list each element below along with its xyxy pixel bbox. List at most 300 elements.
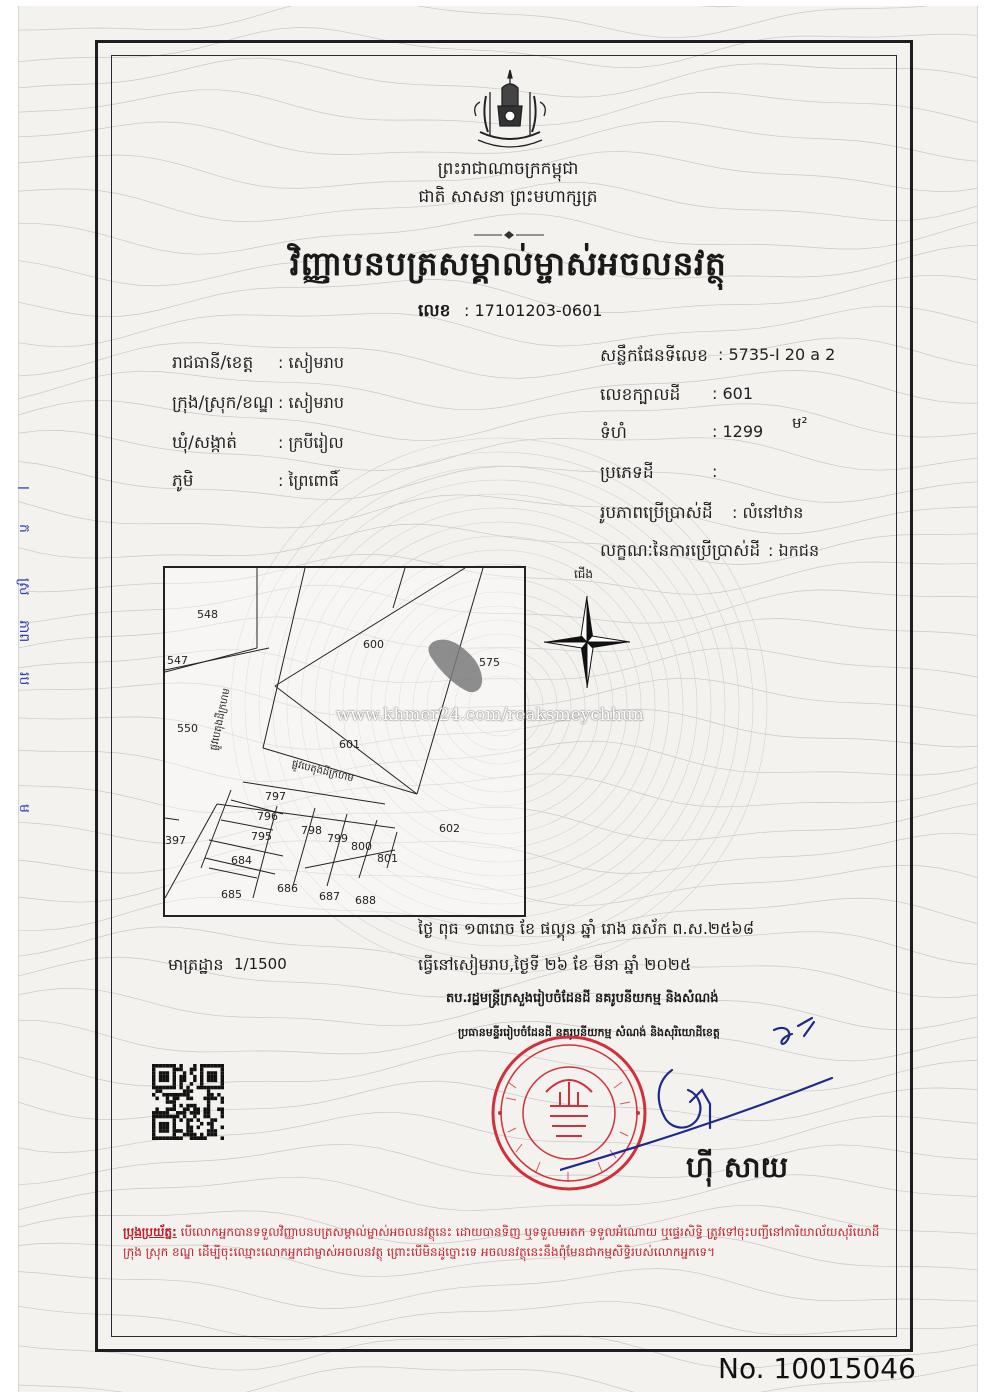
plot-label: 602 bbox=[439, 822, 460, 835]
watermark-url: www.khmer24.com/reaksmeychhun bbox=[336, 705, 644, 725]
land-type-label: ប្រភេទដី bbox=[600, 463, 654, 483]
usage-type-value: : ឯកជន bbox=[768, 541, 820, 560]
qr-module bbox=[207, 1064, 210, 1068]
plot-label: 687 bbox=[319, 890, 340, 903]
qr-module bbox=[200, 1133, 203, 1137]
qr-module bbox=[200, 1122, 203, 1126]
qr-module bbox=[207, 1104, 210, 1108]
signer-name: ហ៊ី សាយ bbox=[686, 1150, 789, 1184]
plot-label: 684 bbox=[231, 854, 252, 867]
qr-module bbox=[190, 1089, 193, 1093]
qr-module bbox=[179, 1078, 182, 1082]
qr-module bbox=[193, 1136, 196, 1140]
qr-module bbox=[190, 1082, 193, 1086]
qr-module bbox=[186, 1118, 189, 1122]
qr-module bbox=[210, 1126, 213, 1130]
qr-module bbox=[210, 1078, 213, 1082]
qr-module bbox=[159, 1115, 162, 1119]
qr-module bbox=[173, 1075, 176, 1079]
qr-module bbox=[155, 1089, 158, 1093]
plot-label: 548 bbox=[197, 608, 218, 621]
side-mark: ស្រ bbox=[16, 578, 32, 596]
plot-label: 686 bbox=[277, 882, 298, 895]
qr-module bbox=[162, 1064, 165, 1068]
warning-heading: ប្រុងប្រយ័ត្ន: bbox=[123, 1225, 177, 1239]
qr-module bbox=[197, 1107, 200, 1111]
qr-module bbox=[217, 1086, 220, 1090]
qr-module bbox=[207, 1093, 210, 1097]
usage-type-label: លក្ខណៈនៃការប្រើប្រាស់ដី bbox=[600, 541, 761, 561]
commune-value: : ក្របីរៀល bbox=[278, 433, 344, 452]
qr-module bbox=[162, 1126, 165, 1130]
qr-module bbox=[210, 1122, 213, 1126]
qr-module bbox=[221, 1071, 224, 1075]
serial-number: No. 10015046 bbox=[718, 1352, 916, 1385]
qr-module bbox=[169, 1093, 172, 1097]
province-value: : សៀមរាប bbox=[278, 353, 345, 372]
plot-label: 600 bbox=[363, 638, 384, 651]
qr-module bbox=[166, 1129, 169, 1133]
qr-module bbox=[152, 1126, 155, 1130]
cadastral-map bbox=[163, 566, 526, 917]
qr-module bbox=[159, 1122, 162, 1126]
qr-module bbox=[176, 1111, 179, 1115]
qr-module bbox=[207, 1078, 210, 1082]
side-mark: l bbox=[14, 486, 30, 490]
qr-module bbox=[221, 1082, 224, 1086]
qr-module bbox=[207, 1133, 210, 1137]
qr-module bbox=[200, 1068, 203, 1072]
qr-module bbox=[176, 1068, 179, 1072]
qr-module bbox=[152, 1111, 155, 1115]
qr-module bbox=[214, 1129, 217, 1133]
qr-module bbox=[190, 1118, 193, 1122]
kingdom-name: ព្រះរាជាណាចក្រកម្ពុជា bbox=[437, 159, 579, 179]
qr-module bbox=[173, 1068, 176, 1072]
qr-module bbox=[173, 1093, 176, 1097]
authority-subline: ប្រធានមន្ទីររៀបចំដែនដី នគរូបនីយកម្ម សំណង់ និងសុរិយោដីខេត្ត bbox=[458, 1026, 720, 1039]
lunar-date: ថ្ងៃ ពុធ ១៣រោច ខែ ផល្គុន ឆ្នាំ រោង ឆស័ក ព.ស.២៥៦៨ bbox=[418, 919, 755, 938]
plot-label: 797 bbox=[265, 790, 286, 803]
qr-module bbox=[200, 1064, 203, 1068]
qr-module bbox=[207, 1089, 210, 1093]
qr-module bbox=[155, 1064, 158, 1068]
plot-label: 601 bbox=[339, 738, 360, 751]
land-use-value: : លំនៅឋាន bbox=[732, 503, 804, 522]
qr-module bbox=[190, 1129, 193, 1133]
qr-module bbox=[193, 1111, 196, 1115]
land-use-label: រូបភាពប្រើប្រាស់ដី bbox=[600, 503, 713, 523]
scale-label: មាត្រដ្ឋាន bbox=[168, 955, 224, 974]
qr-module bbox=[162, 1129, 165, 1133]
qr-module bbox=[166, 1107, 169, 1111]
guilloche-line bbox=[19, 6, 977, 38]
qr-module bbox=[169, 1100, 172, 1104]
area-unit: ម² bbox=[792, 414, 808, 432]
qr-module bbox=[207, 1122, 210, 1126]
qr-module bbox=[221, 1115, 224, 1119]
qr-module bbox=[183, 1093, 186, 1097]
qr-module bbox=[152, 1122, 155, 1126]
qr-module bbox=[203, 1107, 206, 1111]
qr-module bbox=[179, 1093, 182, 1097]
qr-module bbox=[173, 1122, 176, 1126]
qr-module bbox=[166, 1086, 169, 1090]
guilloche-line bbox=[19, 6, 977, 7]
qr-module bbox=[200, 1082, 203, 1086]
qr-module bbox=[173, 1115, 176, 1119]
qr-module bbox=[152, 1064, 155, 1068]
qr-module bbox=[221, 1100, 224, 1104]
province-label: រាជធានី/ខេត្ត bbox=[172, 353, 254, 373]
qr-module bbox=[155, 1136, 158, 1140]
parcel-number-label: លេខក្បាលដី bbox=[600, 385, 681, 405]
qr-module bbox=[173, 1086, 176, 1090]
qr-module bbox=[217, 1093, 220, 1097]
qr-module bbox=[159, 1071, 162, 1075]
qr-module bbox=[210, 1075, 213, 1079]
qr-module bbox=[221, 1136, 224, 1140]
side-mark: ក bbox=[16, 524, 32, 533]
qr-module bbox=[162, 1086, 165, 1090]
qr-module bbox=[193, 1115, 196, 1119]
side-mark: ម bbox=[16, 804, 32, 813]
qr-module bbox=[207, 1086, 210, 1090]
qr-module bbox=[152, 1075, 155, 1079]
number-label: លេខ bbox=[418, 301, 451, 321]
national-motto: ជាតិ សាសនា ព្រះមហាក្សត្រ bbox=[418, 187, 598, 207]
qr-module bbox=[210, 1093, 213, 1097]
village-label: ភូមិ bbox=[172, 471, 194, 491]
qr-module bbox=[166, 1064, 169, 1068]
qr-module bbox=[179, 1086, 182, 1090]
qr-module bbox=[166, 1100, 169, 1104]
area-label: ទំហំ bbox=[600, 423, 627, 443]
qr-module bbox=[176, 1097, 179, 1101]
plot-label: 685 bbox=[221, 888, 242, 901]
scale-value: 1/1500 bbox=[234, 955, 287, 973]
qr-module bbox=[193, 1078, 196, 1082]
qr-module bbox=[169, 1115, 172, 1119]
qr-module bbox=[152, 1129, 155, 1133]
qr-module bbox=[169, 1107, 172, 1111]
qr-module bbox=[155, 1097, 158, 1101]
plot-label: 801 bbox=[377, 852, 398, 865]
qr-module bbox=[186, 1089, 189, 1093]
qr-module bbox=[179, 1111, 182, 1115]
qr-module bbox=[203, 1097, 206, 1101]
qr-module bbox=[221, 1111, 224, 1115]
qr-code bbox=[152, 1064, 224, 1140]
qr-module bbox=[183, 1075, 186, 1079]
qr-module bbox=[193, 1104, 196, 1108]
qr-module bbox=[207, 1071, 210, 1075]
qr-module bbox=[221, 1126, 224, 1130]
plot-label: 798 bbox=[301, 824, 322, 837]
warning-notice bbox=[123, 1222, 888, 1262]
qr-module bbox=[152, 1078, 155, 1082]
solar-date: ធ្វើនៅសៀមរាប,ថ្ងៃទី ២៦ ខែ មីនា ឆ្នាំ ២០២៥ bbox=[418, 955, 692, 974]
qr-module bbox=[190, 1071, 193, 1075]
qr-module bbox=[183, 1115, 186, 1119]
qr-module bbox=[221, 1078, 224, 1082]
qr-module bbox=[217, 1107, 220, 1111]
qr-module bbox=[179, 1068, 182, 1072]
qr-module bbox=[176, 1129, 179, 1133]
qr-module bbox=[190, 1068, 193, 1072]
qr-module bbox=[186, 1129, 189, 1133]
qr-module bbox=[190, 1126, 193, 1130]
qr-module bbox=[210, 1064, 213, 1068]
qr-module bbox=[221, 1068, 224, 1072]
qr-module bbox=[166, 1078, 169, 1082]
qr-module bbox=[162, 1075, 165, 1079]
qr-module bbox=[197, 1111, 200, 1115]
qr-module bbox=[197, 1126, 200, 1130]
qr-module bbox=[214, 1064, 217, 1068]
qr-module bbox=[221, 1097, 224, 1101]
qr-module bbox=[152, 1071, 155, 1075]
qr-module bbox=[186, 1104, 189, 1108]
qr-module bbox=[207, 1107, 210, 1111]
qr-module bbox=[173, 1133, 176, 1137]
qr-module bbox=[183, 1071, 186, 1075]
qr-module bbox=[183, 1078, 186, 1082]
qr-module bbox=[159, 1086, 162, 1090]
qr-module bbox=[207, 1129, 210, 1133]
north-label: ជើង bbox=[574, 567, 594, 581]
qr-module bbox=[159, 1064, 162, 1068]
qr-module bbox=[173, 1078, 176, 1082]
qr-module bbox=[159, 1136, 162, 1140]
qr-module bbox=[210, 1097, 213, 1101]
qr-module bbox=[179, 1082, 182, 1086]
qr-module bbox=[207, 1075, 210, 1079]
qr-module bbox=[162, 1115, 165, 1119]
plot-label: 795 bbox=[251, 830, 272, 843]
qr-module bbox=[221, 1107, 224, 1111]
qr-module bbox=[197, 1136, 200, 1140]
plot-label: 547 bbox=[167, 654, 188, 667]
qr-module bbox=[166, 1097, 169, 1101]
qr-module bbox=[179, 1104, 182, 1108]
qr-module bbox=[173, 1064, 176, 1068]
qr-module bbox=[159, 1111, 162, 1115]
qr-module bbox=[207, 1111, 210, 1115]
ornament-divider bbox=[474, 230, 544, 240]
qr-module bbox=[159, 1129, 162, 1133]
warning-body: បើលោកអ្នកបានទទួលវិញ្ញាបនបត្រសម្គាល់ម្ចាស់អចលនវត្ថុនេះ ដោយបានទិញ ឬទទួលមរតក ទទួលអំណោយ ឬផ្ទេរសិទ្ធិ ត្រូវទៅចុះបញ្ជីនៅការិយាល័យសុរិយោដីក្រុង ស្រុក ខណ្ឌ ដើម្បីចុះឈ្មោះលោកអ្នកជាម្ចាស់អចលនវត្ថុ ព្រោះបើមិនដូច្នោះទេ អចលនវត្ថុនេះនឹងពុំមែនជាកម្មសិទ្ធិរបស់លោកអ្នកទេ។ bbox=[123, 1225, 880, 1259]
qr-module bbox=[190, 1133, 193, 1137]
qr-module bbox=[210, 1071, 213, 1075]
qr-module bbox=[162, 1093, 165, 1097]
qr-module bbox=[186, 1126, 189, 1130]
qr-module bbox=[152, 1093, 155, 1097]
qr-module bbox=[190, 1136, 193, 1140]
qr-module bbox=[207, 1097, 210, 1101]
plot-label: 800 bbox=[351, 840, 372, 853]
plot-label: 688 bbox=[355, 894, 376, 907]
qr-module bbox=[186, 1122, 189, 1126]
qr-module bbox=[197, 1086, 200, 1090]
qr-module bbox=[152, 1086, 155, 1090]
side-mark: រប bbox=[16, 672, 32, 686]
qr-module bbox=[152, 1133, 155, 1137]
qr-module bbox=[155, 1115, 158, 1119]
qr-module bbox=[200, 1075, 203, 1079]
qr-module bbox=[169, 1136, 172, 1140]
qr-module bbox=[166, 1093, 169, 1097]
qr-module bbox=[210, 1086, 213, 1090]
qr-module bbox=[210, 1133, 213, 1137]
qr-module bbox=[210, 1129, 213, 1133]
qr-module bbox=[162, 1111, 165, 1115]
qr-module bbox=[155, 1107, 158, 1111]
qr-module bbox=[179, 1129, 182, 1133]
qr-module bbox=[166, 1111, 169, 1115]
qr-module bbox=[200, 1136, 203, 1140]
qr-module bbox=[159, 1089, 162, 1093]
qr-module bbox=[169, 1064, 172, 1068]
royal-emblem-icon bbox=[468, 66, 552, 154]
road-label: ផ្លូវបេតុងដីក្រហម bbox=[208, 687, 233, 752]
qr-module bbox=[166, 1115, 169, 1119]
plot-label: 550 bbox=[177, 722, 198, 735]
qr-module bbox=[166, 1075, 169, 1079]
qr-module bbox=[152, 1118, 155, 1122]
qr-module bbox=[183, 1111, 186, 1115]
qr-module bbox=[203, 1086, 206, 1090]
qr-module bbox=[173, 1129, 176, 1133]
qr-module bbox=[217, 1064, 220, 1068]
qr-module bbox=[221, 1064, 224, 1068]
qr-module bbox=[152, 1115, 155, 1119]
qr-module bbox=[207, 1115, 210, 1119]
qr-module bbox=[214, 1133, 217, 1137]
qr-module bbox=[176, 1093, 179, 1097]
qr-module bbox=[183, 1133, 186, 1137]
qr-module bbox=[197, 1118, 200, 1122]
qr-module bbox=[179, 1075, 182, 1079]
qr-module bbox=[193, 1068, 196, 1072]
district-label: ក្រុង/ស្រុក/ខណ្ឌ bbox=[172, 393, 274, 413]
area-value: : 1299 bbox=[712, 422, 764, 441]
qr-module bbox=[214, 1078, 217, 1082]
road-label: ផ្លូវបេតុងដីក្រហម bbox=[290, 758, 355, 785]
qr-module bbox=[173, 1118, 176, 1122]
qr-module bbox=[190, 1097, 193, 1101]
qr-module bbox=[193, 1107, 196, 1111]
qr-module bbox=[200, 1071, 203, 1075]
qr-module bbox=[193, 1075, 196, 1079]
plot-label: 575 bbox=[479, 656, 500, 669]
qr-module bbox=[203, 1111, 206, 1115]
map-sheet-value: : 5735-I 20 a 2 bbox=[718, 345, 836, 364]
qr-module bbox=[203, 1115, 206, 1119]
qr-module bbox=[183, 1089, 186, 1093]
qr-module bbox=[159, 1078, 162, 1082]
qr-module bbox=[166, 1126, 169, 1130]
qr-module bbox=[183, 1107, 186, 1111]
qr-module bbox=[162, 1071, 165, 1075]
side-mark: ភាព bbox=[16, 620, 32, 643]
commune-label: ឃុំ/សង្កាត់ bbox=[172, 433, 238, 453]
qr-module bbox=[159, 1126, 162, 1130]
qr-module bbox=[186, 1086, 189, 1090]
qr-module bbox=[221, 1086, 224, 1090]
plot-label: 397 bbox=[165, 834, 186, 847]
qr-module bbox=[162, 1122, 165, 1126]
qr-module bbox=[203, 1064, 206, 1068]
map-sheet-label: សន្លឹកផែនទីលេខ bbox=[600, 346, 708, 366]
qr-module bbox=[179, 1136, 182, 1140]
qr-module bbox=[173, 1097, 176, 1101]
qr-module bbox=[162, 1136, 165, 1140]
qr-module bbox=[200, 1078, 203, 1082]
qr-module bbox=[193, 1133, 196, 1137]
qr-module bbox=[214, 1086, 217, 1090]
qr-module bbox=[203, 1136, 206, 1140]
qr-module bbox=[173, 1136, 176, 1140]
qr-module bbox=[155, 1111, 158, 1115]
qr-module bbox=[173, 1107, 176, 1111]
qr-module bbox=[152, 1068, 155, 1072]
qr-module bbox=[173, 1104, 176, 1108]
qr-module bbox=[214, 1071, 217, 1075]
qr-module bbox=[179, 1064, 182, 1068]
qr-module bbox=[193, 1064, 196, 1068]
qr-module bbox=[214, 1075, 217, 1079]
qr-module bbox=[221, 1075, 224, 1079]
qr-module bbox=[186, 1107, 189, 1111]
qr-module bbox=[173, 1100, 176, 1104]
qr-module bbox=[186, 1093, 189, 1097]
qr-module bbox=[210, 1118, 213, 1122]
plot-label: 796 bbox=[257, 810, 278, 823]
qr-module bbox=[214, 1097, 217, 1101]
qr-module bbox=[176, 1115, 179, 1119]
qr-module bbox=[173, 1071, 176, 1075]
north-compass-icon bbox=[544, 596, 630, 688]
qr-module bbox=[176, 1136, 179, 1140]
qr-module bbox=[186, 1133, 189, 1137]
qr-module bbox=[152, 1136, 155, 1140]
qr-module bbox=[214, 1118, 217, 1122]
qr-module bbox=[186, 1097, 189, 1101]
qr-module bbox=[162, 1078, 165, 1082]
plot-label: 799 bbox=[327, 832, 348, 845]
land-type-value: : bbox=[712, 462, 718, 481]
qr-module bbox=[152, 1082, 155, 1086]
qr-module bbox=[179, 1118, 182, 1122]
qr-module bbox=[166, 1136, 169, 1140]
qr-module bbox=[190, 1104, 193, 1108]
village-value: : ព្រៃពោធិ៍ bbox=[278, 471, 339, 490]
certificate-title: វិញ្ញាបនបត្រសម្គាល់ម្ចាស់អចលនវត្ថុ bbox=[289, 244, 727, 283]
qr-module bbox=[173, 1126, 176, 1130]
district-value: : សៀមរាប bbox=[278, 393, 345, 412]
qr-module bbox=[173, 1082, 176, 1086]
parcel-number-value: : 601 bbox=[712, 384, 754, 403]
qr-module bbox=[155, 1086, 158, 1090]
qr-module bbox=[166, 1071, 169, 1075]
certificate-number: : 17101203-0601 bbox=[464, 301, 603, 320]
qr-module bbox=[169, 1086, 172, 1090]
qr-module bbox=[159, 1075, 162, 1079]
qr-module bbox=[190, 1111, 193, 1115]
authority-line: តប.រដ្ឋមន្ត្រីក្រសួងរៀបចំដែនដី នគរូបនីយកម្ម និងសំណង់ bbox=[446, 991, 719, 1006]
qr-module bbox=[200, 1086, 203, 1090]
